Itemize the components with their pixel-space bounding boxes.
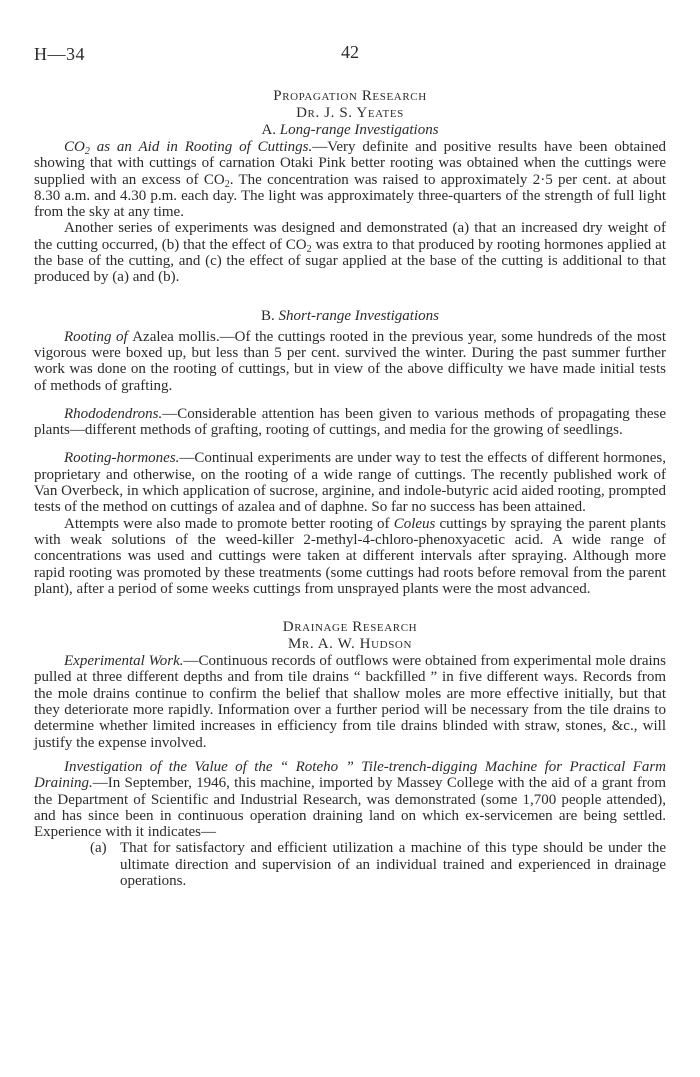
paragraph-co2-cuttings: $CO_2$ as an Aid in Rooting of Cuttings.—Very definite and positive results have been obtained showing that with cuttings of carnation Otaki Pink better rooting was obtained when the cuttings were supplied with an excess of $CO_2$. The concentration was raised to approximately 2·5 per cent. at about 8.30 a.m. and 4.30 p.m. each day. The light was approximately three-quarters of the strength of full light from the sky at any time. [34,139,666,221]
paragraph-roteho-machine: Investigation of the Value of the “ Roteho ” Tile-trench-digging Machine for Practical Farm Draining.—In September, 1946, this machine, imported by Massey College with the aid of a grant from the Department of Scientific and Industrial Research, was demonstrated (some 1,700 people attended), and has since been in continuous operation draining land on which ex-servicemen are being settled. Experience with it indicates— [34,758,666,841]
paragraph-experimental-work: Experimental Work.—Continuous records of outflows were obtained from experimental mole drains pulled at three different depths and from tile drains “ backfilled ” in five different ways. Records from the mole drains continue to confirm the belief that shallow moles are more effective initially, but that they deteriorate more rapidly. Information over a further period will be necessary from the tile drains to determine whether limited increases in efficiency from tile drains blinded with straw, stones, &c., will justify the expense involved. [34,653,666,751]
propagation-heading: Propagation Research [273,88,427,104]
section-code: H—34 [34,44,85,64]
drainage-author: Mr. A. W. Hudson [287,636,412,653]
subsection-a-title: Long-range Investigations [279,122,439,138]
drainage-heading: Drainage Research [282,619,418,636]
subsection-a-heading [34,122,666,139]
list-item-a [34,840,666,889]
paragraph-dry-weight: Another series of experiments was designed and demonstrated (a) that an increased dry weight of the cutting occurred, (b) that the effect of $CO_2$ was extra to that produced by rooting hormones applied at the base of the cutting, and (c) the effect of sugar applied at the base of the cutting is additional to that produced by (a) and (b). [34,220,666,286]
page-body [34,88,666,889]
paragraph-rhododendrons: Rhododendrons.—Considerable attention has been given to various methods of propagating these plants—different methods of grafting, rooting of cuttings, and media for the growing of seedlings. [34,405,666,439]
page-number: 42 [341,42,359,62]
propagation-author: Dr. J. S. Yeates [296,105,404,121]
paragraph-azalea: Rooting of Azalea mollis.—Of the cuttings rooted in the previous year, some hundreds of the most vigorous were boxed up, but less than 5 per cent. survived the winter. During the past summer further work was done on the rooting of cuttings, but in view of the above difficulty we have made initial tests of methods of grafting. [34,328,666,394]
subsection-a-label: A. [261,122,277,138]
list-item-text: That for satisfactory and efficient utilization a machine of this type should be under the ultimate direction and supervision of an individual trained and experienced in drainage operations. [120,840,666,889]
paragraph-rooting-hormones: Rooting-hormones.—Continual experiments are under way to test the effects of different hormones, proprietary and otherwise, on the rooting of a wide range of cuttings. The recently published work of Van Overbeck, in which application of sucrose, arginine, and indole-butyric acid aided rooting, prompted tests of the method on cuttings of azalea and of daphne. So far no success has been attained. [34,450,666,516]
subsection-b-label: B. [261,307,275,324]
list-item-label: (a) [90,840,107,857]
paragraph-lead: $CO_2$ as an Aid in Rooting of Cuttings. [64,139,313,157]
subsection-b-title: Short-range Investigations [278,307,439,324]
paragraph-coleus: Attempts were also made to promote better rooting of Coleus cuttings by spraying the parent plants with weak solutions of the weed-killer 2-methyl-4-chloro-phenoxyacetic acid. A wide range of concentrations was used and cuttings were taken at different intervals after spraying. Although more rapid rooting was promoted by these treatments (some cuttings had roots before removal from the parent plant), after a period of some weeks cuttings from unsprayed plants were the most advanced. [34,515,666,597]
subsection-b-heading [34,308,666,325]
